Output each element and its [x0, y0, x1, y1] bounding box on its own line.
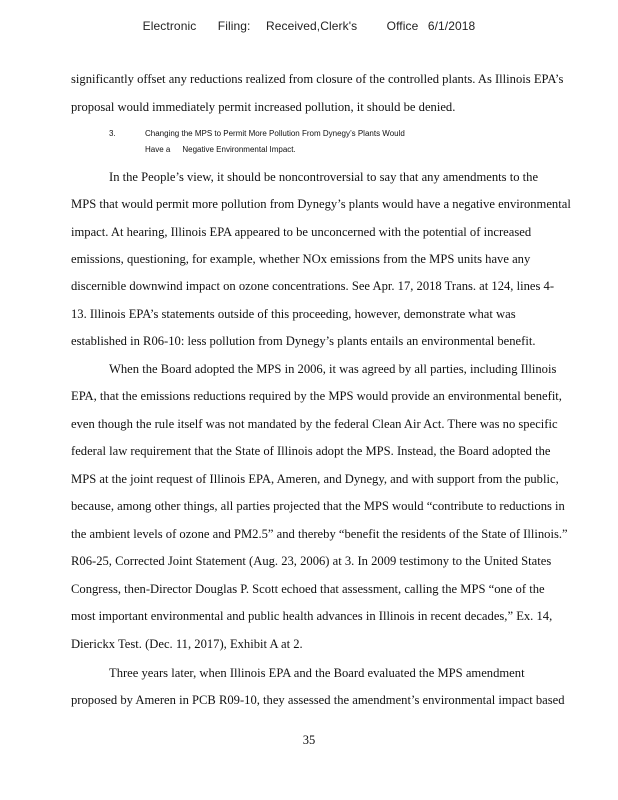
subheading-line-2a: Have a — [145, 145, 171, 154]
text-line: even though the rule itself was not mandated by the federal Clean Air Act. There was no specific — [71, 417, 558, 431]
text-line: significantly offset any reductions realized from closure of the controlled plants. As Illinois EPA’s — [71, 72, 564, 86]
text-line: impact. At hearing, Illinois EPA appeared to be unconcerned with the potential of increased — [71, 225, 532, 239]
text-line: established in R06-10: less pollution from Dynegy’s plants entails an environmental benefit. — [71, 334, 536, 348]
text-line: emissions, questioning, for example, whether NOx emissions from the MPS units have any — [71, 252, 531, 266]
text-line: Three years later, when Illinois EPA and the Board evaluated the MPS amendment — [109, 666, 525, 680]
header-filing: Filing: — [217, 19, 251, 33]
text-line: because, among other things, all parties projected that the MPS would “contribute to reductions in — [71, 499, 565, 513]
section-subheading — [109, 129, 405, 138]
text-line: When the Board adopted the MPS in 2006, it was agreed by all parties, including Illinois — [109, 362, 557, 376]
page-number: 35 — [302, 733, 316, 747]
text-line: MPS at the joint request of Illinois EPA, Ameren, and Dynegy, and with support from the public, — [71, 472, 559, 486]
subheading-line-2 — [145, 145, 296, 154]
text-line: 13. Illinois EPA’s statements outside of this proceeding, however, demonstrate what was — [71, 307, 516, 321]
text-line: Congress, then-Director Douglas P. Scott echoed that assessment, calling the MPS “one of the — [71, 582, 545, 596]
filing-header — [0, 19, 618, 33]
text-line: discernible downwind impact on ozone concentrations. See Apr. 17, 2018 Trans. at 124, lines 4- — [71, 279, 555, 293]
subheading-number: 3. — [109, 129, 116, 138]
text-line: proposal would immediately permit increased pollution, it should be denied. — [71, 100, 456, 114]
text-line: R06-25, Corrected Joint Statement (Aug. 23, 2006) at 3. In 2009 testimony to the United States — [71, 554, 552, 568]
header-date: 6/1/2018 — [427, 19, 476, 33]
header-received: Received,Clerk's — [265, 19, 358, 33]
text-line: In the People’s view, it should be noncontroversial to say that any amendments to the — [109, 170, 539, 184]
text-line: most important environmental and public health advances in Illinois in recent decades,” Ex. 14, — [71, 609, 553, 623]
subheading-line-1: Changing the MPS to Permit More Pollution From Dynegy’s Plants Would — [145, 129, 405, 138]
text-line: Dierickx Test. (Dec. 11, 2017), Exhibit A at 2. — [71, 637, 303, 651]
text-line: EPA, that the emissions reductions required by the MPS would provide an environmental benefit, — [71, 389, 562, 403]
header-office: Office — [386, 19, 419, 33]
subheading-line-2b: Negative Environmental Impact. — [182, 145, 296, 154]
header-electronic: Electronic — [142, 19, 197, 33]
text-line: MPS that would permit more pollution from Dynegy’s plants would have a negative environmental — [71, 197, 571, 211]
text-line: the ambient levels of ozone and PM2.5” and thereby “benefit the residents of the State of Illinois.” — [71, 527, 568, 541]
text-line: federal law requirement that the State of Illinois adopt the MPS. Instead, the Board adopted the — [71, 444, 551, 458]
text-line: proposed by Ameren in PCB R09-10, they assessed the amendment’s environmental impact based — [71, 693, 565, 707]
